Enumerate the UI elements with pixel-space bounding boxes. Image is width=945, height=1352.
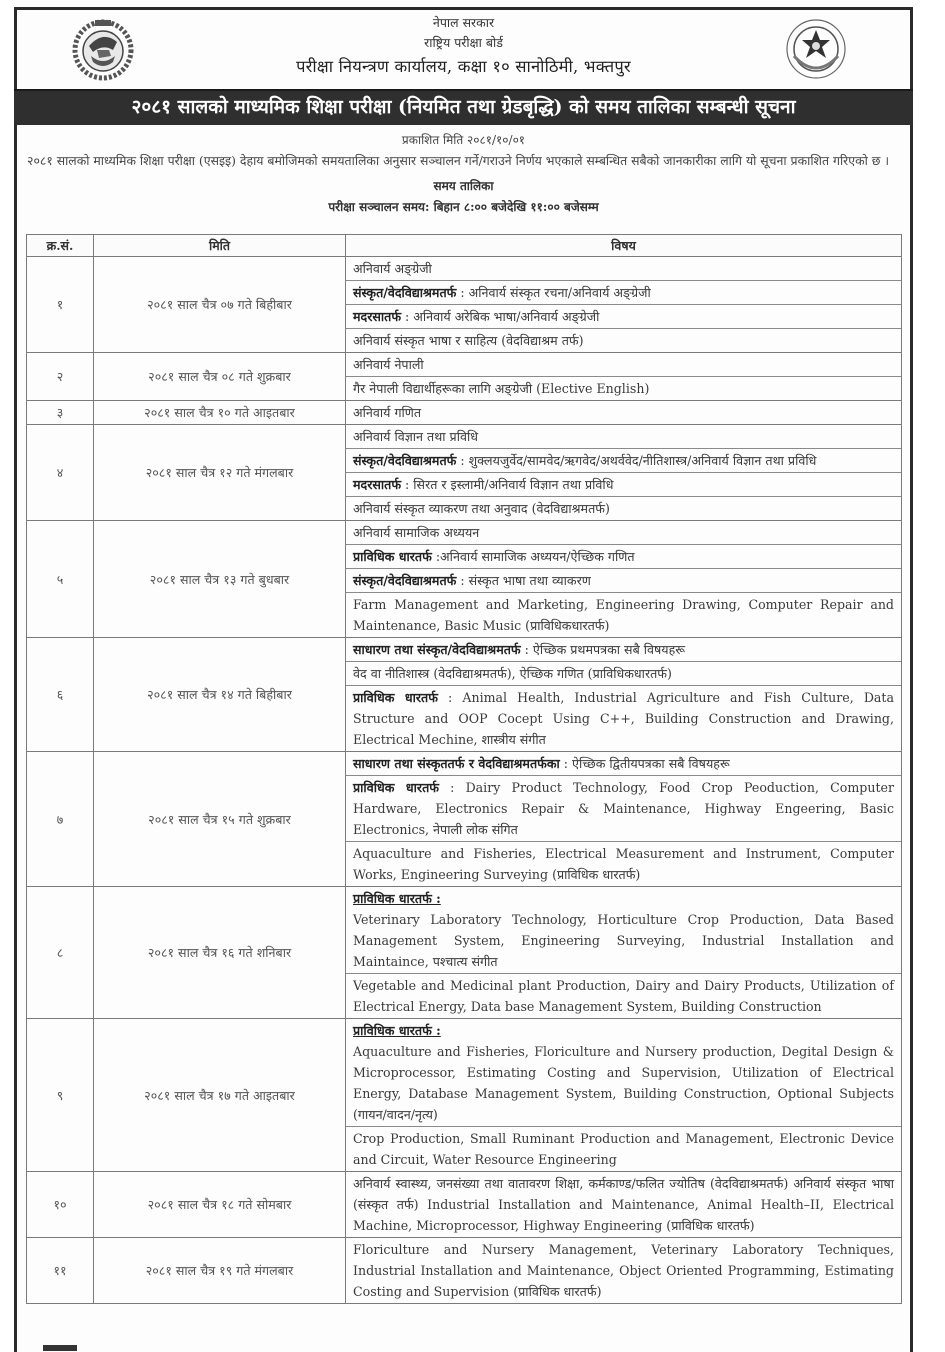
subject-entry xyxy=(346,638,901,662)
exam-date: २०८१ साल चैत्र १८ गते सोमबार xyxy=(94,1172,346,1238)
column-header-subject: विषय xyxy=(346,235,902,257)
subject-text: अनिवार्य संस्कृत भाषा र साहित्य (वेदविद्याश्रम तर्फ) xyxy=(353,333,584,348)
subjects-cell xyxy=(346,521,902,638)
stream-label: प्राविधिक धारतर्फ xyxy=(353,549,432,564)
table-header-row xyxy=(27,235,902,257)
serial-number: ४ xyxy=(27,425,94,521)
subject-entry xyxy=(346,377,901,400)
subject-text: गैर नेपाली विद्यार्थीहरूका लागि अङ्ग्रेजी (Elective English) xyxy=(353,381,650,396)
subject-entry xyxy=(346,569,901,593)
intro-paragraph: २०८१ सालको माध्यमिक शिक्षा परीक्षा (एसइइ) देहाय बमोजिमको समयतालिका अनुसार सञ्चालन गर्ने/गराउने निर्णय भएकाले सम्बन्धित सबैको जानकारीका लागि यो सूचना प्रकाशित गरिएको छ । xyxy=(27,153,890,168)
stream-heading: प्राविधिक धारतर्फ : xyxy=(353,891,441,906)
subject-text: : ऐच्छिक द्वितीयपत्रका सबै विषयहरू xyxy=(559,756,730,771)
subject-text: Aquaculture and Fisheries, Floriculture and Nursery production, Degital Design & Microprocessor, Estimating Costing and Supervision, Utilization of Electrical Energy, Database Management System, Building Construction, Optional Subjects (गायन/वादन/नृत्य) xyxy=(353,1044,894,1122)
subjects-cell xyxy=(346,887,902,1019)
serial-number: ८ xyxy=(27,887,94,1019)
subject-entry xyxy=(346,257,901,281)
stream-label: संस्कृत/वेदविद्याश्रमतर्फ xyxy=(353,285,457,300)
stream-label: साधारण तथा संस्कृत/वेदविद्याश्रमतर्फ xyxy=(353,642,521,657)
subjects-cell xyxy=(346,752,902,887)
subject-entry xyxy=(346,1238,901,1303)
subject-entry xyxy=(346,449,901,473)
notice-title: २०८१ सालको माध्यमिक शिक्षा परीक्षा (नियमित तथा ग्रेडबृद्धि) को समय तालिका सम्बन्धी सूचना xyxy=(14,89,913,125)
subject-text: : ऐच्छिक प्रथमपत्रका सबै विषयहरू xyxy=(520,642,686,657)
stream-label: मदरसातर्फ xyxy=(353,477,402,492)
examination-board-seal-icon xyxy=(782,16,850,82)
exam-date: २०८१ साल चैत्र १६ गते शनिबार xyxy=(94,887,346,1019)
subjects-cell xyxy=(346,1238,902,1304)
subject-entry xyxy=(346,521,901,545)
table-row xyxy=(27,425,902,521)
office-name: परीक्षा नियन्त्रण कार्यालय, कक्षा १० सानोठिमी, भक्तपुर xyxy=(296,57,631,76)
subject-entry xyxy=(346,425,901,449)
subject-entry xyxy=(346,281,901,305)
table-row xyxy=(27,401,902,425)
government-name: नेपाल सरकार xyxy=(432,15,495,30)
subject-text: Vegetable and Medicinal plant Production, Dairy and Dairy Products, Utilization of Electrical Energy, Data base Management System, Building Construction xyxy=(353,978,894,1014)
subject-text: अनिवार्य संस्कृत व्याकरण तथा अनुवाद (वेदविद्याश्रमतर्फ) xyxy=(353,501,610,516)
table-row xyxy=(27,887,902,1019)
table-row xyxy=(27,257,902,353)
subjects-cell xyxy=(346,638,902,752)
subject-text: अनिवार्य अङ्ग्रेजी xyxy=(353,261,432,276)
subject-entry xyxy=(346,974,901,1018)
exam-date: २०८१ साल चैत्र १४ गते बिहीबार xyxy=(94,638,346,752)
subject-entry xyxy=(346,887,901,974)
exam-time: परीक्षा सञ्चालन समय: बिहान ८:०० बजेदेखि ११:०० बजेसम्म xyxy=(328,200,599,214)
table-row xyxy=(27,638,902,752)
subject-entry xyxy=(346,662,901,686)
serial-number: ५ xyxy=(27,521,94,638)
exam-date: २०८१ साल चैत्र ०८ गते शुक्रबार xyxy=(94,353,346,401)
subject-text: Aquaculture and Fisheries, Electrical Measurement and Instrument, Computer Works, Engineering Surveying (प्राविधिक धारतर्फ) xyxy=(353,846,894,882)
subject-entry xyxy=(346,776,901,842)
subject-entry xyxy=(346,1019,901,1127)
stream-heading: प्राविधिक धारतर्फ : xyxy=(353,1023,441,1038)
subject-text: : सिरत र इस्लामी/अनिवार्य विज्ञान तथा प्रविधि xyxy=(401,477,614,492)
subject-text: Veterinary Laboratory Technology, Horticulture Crop Production, Data Based Management System, Engineering Surveying, Industrial Installation and Maintaince, पश्चात्य संगीत xyxy=(353,912,894,969)
subject-entry xyxy=(346,686,901,751)
subject-entry xyxy=(346,401,901,424)
subject-entry xyxy=(346,497,901,520)
notice-header xyxy=(17,10,910,86)
stream-label: प्राविधिक धारतर्फ xyxy=(353,690,438,705)
table-row xyxy=(27,1238,902,1304)
subject-text: Crop Production, Small Ruminant Production and Management, Electronic Device and Circuit, Water Resource Engineering xyxy=(353,1131,894,1167)
stream-label: संस्कृत/वेदविद्याश्रमतर्फ xyxy=(353,573,457,588)
serial-number: ११ xyxy=(27,1238,94,1304)
stream-label: साधारण तथा संस्कृततर्फ र वेदविद्याश्रमतर्फका xyxy=(353,756,560,771)
serial-number: १० xyxy=(27,1172,94,1238)
serial-number: ६ xyxy=(27,638,94,752)
subject-entry xyxy=(346,353,901,377)
subject-text: : अनिवार्य संस्कृत रचना/अनिवार्य अङ्ग्रेजी xyxy=(456,285,651,300)
subject-text: : संस्कृत भाषा तथा व्याकरण xyxy=(456,573,591,588)
exam-date: २०८१ साल चैत्र ०७ गते बिहीबार xyxy=(94,257,346,353)
subject-text: अनिवार्य सामाजिक अध्ययन xyxy=(353,525,480,540)
subject-text: Floriculture and Nursery Management, Veterinary Laboratory Techniques, Industrial Installation and Maintenance, Object Oriented Programming, Estimating Costing and Supervision (प्राविधिक धारतर्फ) xyxy=(353,1242,894,1299)
published-date: प्रकाशित मिति २०८१/१०/०१ xyxy=(401,133,526,147)
notice-document xyxy=(14,7,913,1352)
serial-number: १ xyxy=(27,257,94,353)
subject-text: :अनिवार्य सामाजिक अध्ययन/ऐच्छिक गणित xyxy=(431,549,635,564)
subject-text: : Dairy Product Technology, Food Crop Peoduction, Computer Hardware, Electronics Repair & Maintenance, Highway Engeering, Basic Electronics, नेपाली लोक संगित xyxy=(353,780,894,837)
exam-date: २०८१ साल चैत्र १० गते आइतबार xyxy=(94,401,346,425)
subject-text: अनिवार्य गणित xyxy=(353,405,422,420)
exam-date: २०८१ साल चैत्र १७ गते आइतबार xyxy=(94,1019,346,1172)
subject-entry xyxy=(346,545,901,569)
subject-entry xyxy=(346,1172,901,1237)
exam-date: २०८१ साल चैत्र १५ गते शुक्रबार xyxy=(94,752,346,887)
subject-text: अनिवार्य नेपाली xyxy=(353,357,424,372)
subjects-cell xyxy=(346,1172,902,1238)
subjects-cell xyxy=(346,257,902,353)
stream-label: मदरसातर्फ xyxy=(353,309,402,324)
subject-entry xyxy=(346,593,901,637)
serial-number: ९ xyxy=(27,1019,94,1172)
column-header-date: मिति xyxy=(94,235,346,257)
subject-entry xyxy=(346,473,901,497)
stream-label: प्राविधिक धारतर्फ xyxy=(353,780,439,795)
table-row xyxy=(27,353,902,401)
exam-schedule-table xyxy=(26,234,902,1304)
subject-entry xyxy=(346,842,901,886)
serial-number: २ xyxy=(27,353,94,401)
exam-date: २०८१ साल चैत्र १९ गते मंगलबार xyxy=(94,1238,346,1304)
serial-number: ७ xyxy=(27,752,94,887)
table-row xyxy=(27,1172,902,1238)
column-header-serial: क्र.सं. xyxy=(27,235,94,257)
table-row xyxy=(27,1019,902,1172)
subject-entry xyxy=(346,329,901,352)
subject-text: अनिवार्य विज्ञान तथा प्रविधि xyxy=(353,429,478,444)
board-name: राष्ट्रिय परीक्षा बोर्ड xyxy=(424,35,503,50)
subjects-cell xyxy=(346,1019,902,1172)
table-row xyxy=(27,752,902,887)
timetable-title: समय तालिका xyxy=(433,179,494,193)
subject-text: Farm Management and Marketing, Engineering Drawing, Computer Repair and Maintenance, Basic Music (प्राविधिकधारतर्फ) xyxy=(353,597,894,633)
exam-date: २०८१ साल चैत्र १२ गते मंगलबार xyxy=(94,425,346,521)
subjects-cell xyxy=(346,425,902,521)
subjects-cell xyxy=(346,353,902,401)
serial-number: ३ xyxy=(27,401,94,425)
subject-entry xyxy=(346,1127,901,1171)
subject-text: : शुक्लयजुर्वेद/सामवेद/ऋगवेद/अथर्ववेद/नीतिशास्त्र/अनिवार्य विज्ञान तथा प्रविधि xyxy=(456,453,817,468)
exam-date: २०८१ साल चैत्र १३ गते बुधबार xyxy=(94,521,346,638)
subject-text: : Animal Health, Industrial Agriculture and Fish Culture, Data Structure and OOP Cocept Using C++, Building Construction and Drawing, Electrical Mechine, शास्त्रीय संगीत xyxy=(353,690,894,747)
subject-entry xyxy=(346,305,901,329)
subject-text: : अनिवार्य अरेबिक भाषा/अनिवार्य अङ्ग्रेजी xyxy=(401,309,600,324)
page-edge-mark xyxy=(43,1345,77,1351)
subject-text: वेद वा नीतिशास्त्र (वेदविद्याश्रमतर्फ), ऐच्छिक गणित (प्राविधिकधारतर्फ) xyxy=(353,666,672,681)
subject-text: अनिवार्य स्वास्थ्य, जनसंख्या तथा वातावरण शिक्षा, कर्मकाण्ड/फलित ज्योतिष (वेदविद्याश्रमतर्फ) अनिवार्य संस्कृत भाषा (संस्कृत तर्फ) Industrial Installation and Maintenance, Animal Health–II, Electrical Machine, Microprocessor, Highway Engineering (प्राविधिक धारतर्फ) xyxy=(353,1176,894,1233)
stream-label: संस्कृत/वेदविद्याश्रमतर्फ xyxy=(353,453,457,468)
subject-entry xyxy=(346,752,901,776)
table-row xyxy=(27,521,902,638)
subjects-cell xyxy=(346,401,902,425)
